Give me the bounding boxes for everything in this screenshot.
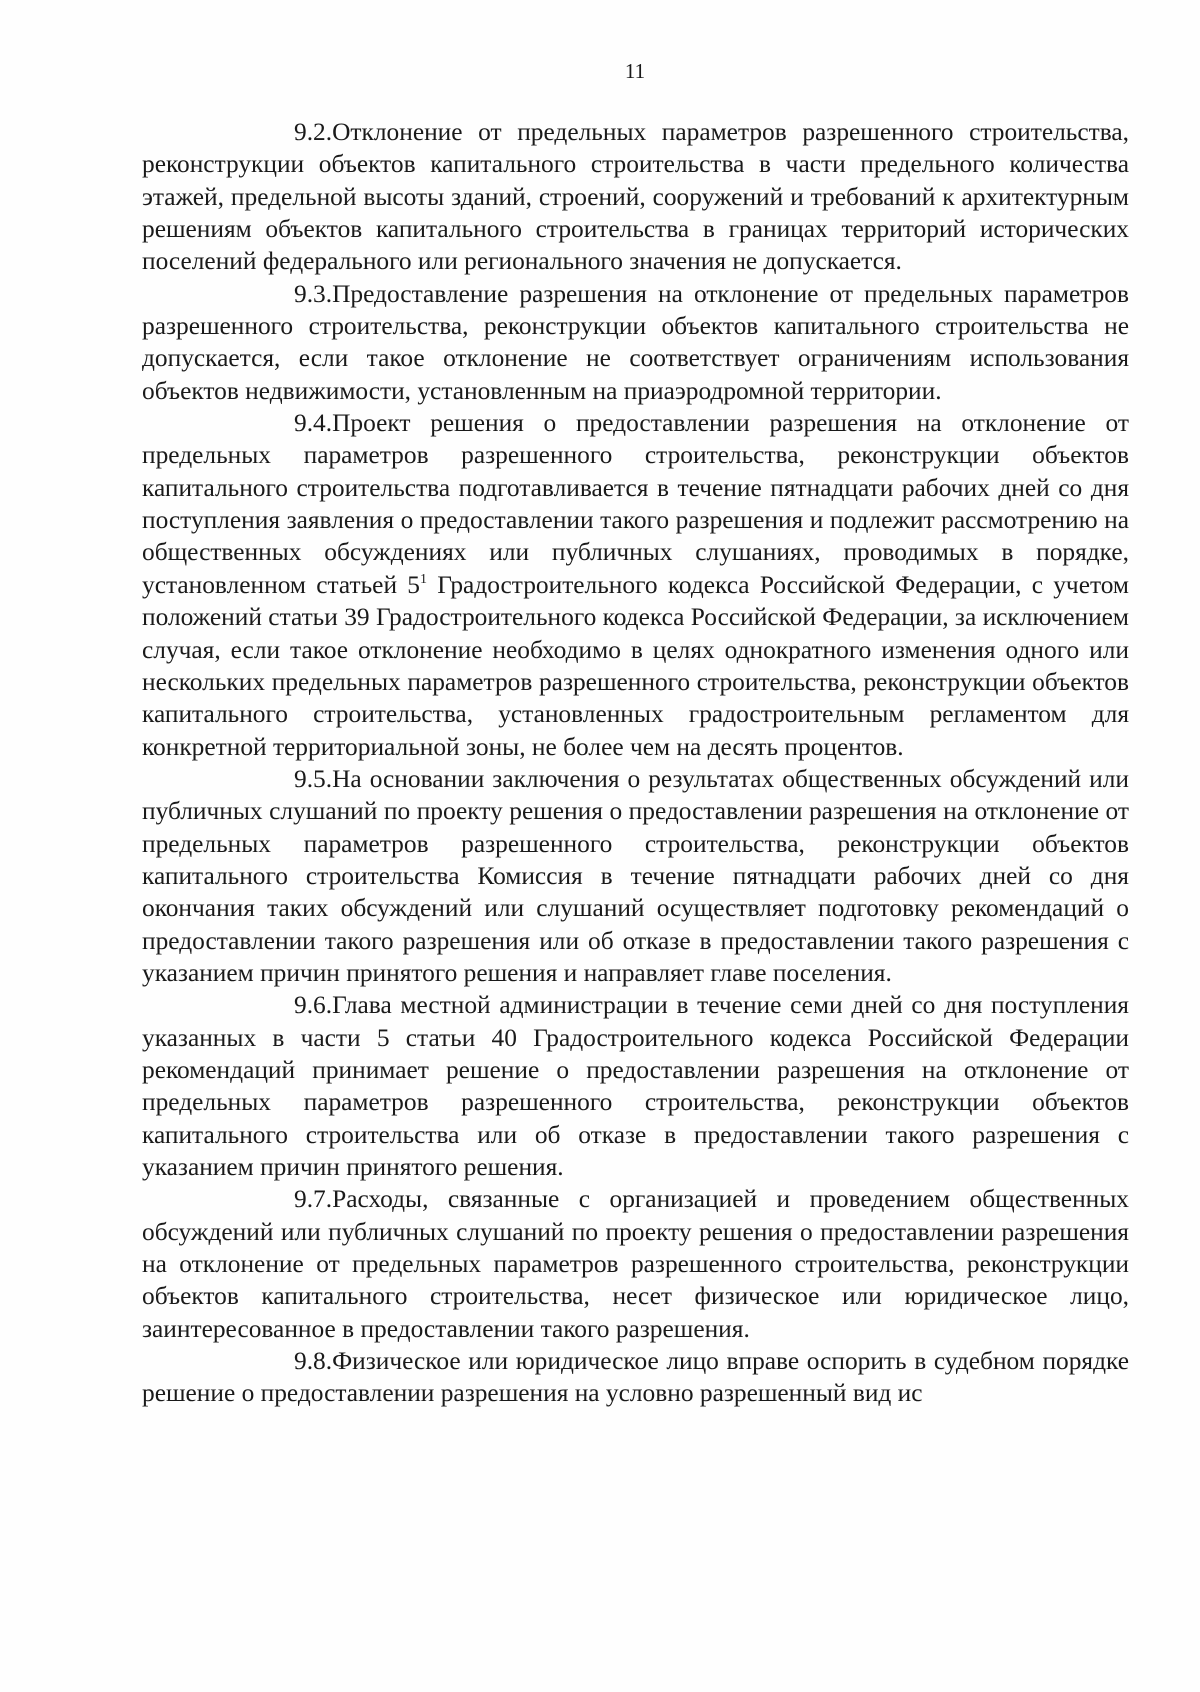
- paragraph-text: Отклонение от предельных параметров разрешенного строительства, реконструкции объектов капитального строительства в части предельного количества этажей, предельной высоты зданий, строений, сооружений и требований к архитектурным решениям объектов капитального строительства в границах территорий исторических поселений федерального или регионального значения не допускается.: [142, 118, 1129, 276]
- clause-number: 9.3.: [294, 279, 333, 308]
- paragraph-9-5: [142, 763, 1129, 989]
- superscript: 1: [420, 571, 427, 587]
- paragraph-9-8: [142, 1345, 1129, 1410]
- clause-number: 9.4.: [294, 409, 333, 438]
- clause-number: 9.5.: [294, 764, 333, 793]
- clause-number: 9.8.: [294, 1347, 333, 1376]
- paragraph-9-3: [142, 278, 1129, 407]
- paragraph-9-7: [142, 1183, 1129, 1345]
- paragraph-text: Градостроительного кодекса Российской Федерации, с учетом положений статьи 39 Градостроительного кодекса Российской Федерации, за исключением случая, если такое отклонение необходимо в целях однократного изменения одного или нескольких предельных параметров разрешенного строительства, реконструкции объектов капитального строительства, установленных градостроительным регламентом для конкретной территориальной зоны, не более чем на десять процентов.: [142, 570, 1130, 761]
- clause-number: 9.6.: [294, 991, 333, 1020]
- paragraph-text: Проект решения о предоставлении разрешения на отклонение от предельных параметров разрешенного строительства, реконструкции объектов капитального строительства подготавливается в течение пятнадцати рабочих дней со дня поступления заявления о предоставлении такого разрешения и подлежит рассмотрению на общественных обсуждениях или публичных слушаниях, проводимых в порядке, установленном статьей 5: [142, 409, 1129, 599]
- paragraph-9-2: [142, 116, 1129, 278]
- paragraph-text: Расходы, связанные с организацией и проведением общественных обсуждений или публичных слушаний по проекту решения о предоставлении разрешения на отклонение от предельных параметров разрешенного строительства, реконструкции объектов капитального строительства, несет физическое или юридическое лицо, заинтересованное в предоставлении такого разрешения.: [142, 1185, 1129, 1343]
- clause-number: 9.7.: [294, 1185, 333, 1214]
- paragraph-text: Предоставление разрешения на отклонение от предельных параметров разрешенного строительства, реконструкции объектов капитального строительства не допускается, если такое отклонение не соответствует ограничениям использования объектов недвижимости, установленным на приаэродромной территории.: [142, 279, 1129, 405]
- page-number: 11: [624, 59, 646, 83]
- clause-number: 9.2.: [294, 118, 333, 146]
- paragraph-text: На основании заключения о результатах общественных обсуждений или публичных слушаний по проекту решения о предоставлении разрешения на отклонение от предельных параметров разрешенного строительства, реконструкции объектов капитального строительства Комиссия в течение пятнадцати рабочих дней со дня окончания таких обсуждений или слушаний осуществляет подготовку рекомендаций о предоставлении такого разрешения или об отказе в предоставлении такого разрешения с указанием причин принятого решения и направляет главе поселения.: [142, 764, 1129, 987]
- paragraph-9-6: [142, 989, 1129, 1183]
- paragraph-text: Физическое или юридическое лицо вправе оспорить в судебном порядке решение о предоставлении разрешения на условно разрешенный вид ис: [142, 1347, 1129, 1408]
- paragraph-text: Глава местной администрации в течение семи дней со дня поступления указанных в части 5 статьи 40 Градостроительного кодекса Российской Федерации рекомендаций принимает решение о предоставлении разрешения на отклонение от предельных параметров разрешенного строительства, реконструкции объектов капитального строительства или об отказе в предоставлении такого разрешения с указанием причин принятого решения.: [142, 991, 1129, 1181]
- paragraph-9-4: [142, 407, 1129, 763]
- document-body: [142, 116, 1129, 1410]
